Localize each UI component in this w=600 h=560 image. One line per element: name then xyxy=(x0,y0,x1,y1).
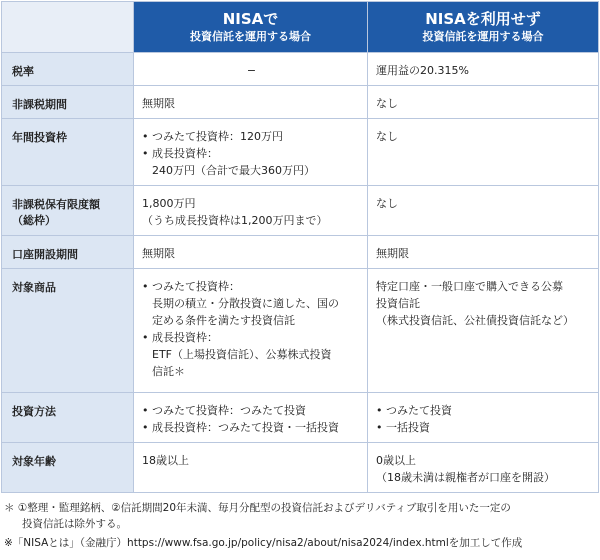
header-no-nisa-title: NISAを利用せず xyxy=(425,10,541,28)
list-item: • 一括投資 xyxy=(376,421,430,434)
list-item: • つみたて投資 xyxy=(376,404,452,417)
footnote-exclusion xyxy=(4,500,598,532)
list-item: • 成長投資枠：つみたて投資・一括投資 xyxy=(142,421,339,434)
list-item: • 成長投資枠： xyxy=(142,147,218,160)
list-item: • つみたて投資枠：120万円 xyxy=(142,130,283,143)
value-target-products-nisa xyxy=(134,269,368,393)
header-row xyxy=(2,2,599,53)
label-tax-rate: 税率 xyxy=(2,53,134,86)
footnote-source-text: ※「NISAとは」（金融庁）https://www.fsa.go.jp/policy/nisa2/about/nisa2024/index.htmlを加工して作成 xyxy=(4,537,523,549)
list-item-detail: 240万円（合計で最大360万円） xyxy=(152,164,315,177)
value-investment-method-nisa xyxy=(134,393,368,443)
header-nisa-subtitle: 投資信託を運用する場合 xyxy=(190,30,311,43)
value-annual-limit-nisa xyxy=(134,119,368,186)
row-target-age xyxy=(2,443,599,493)
target-age-note: （18歳未満は親権者が口座を開設） xyxy=(376,471,555,484)
row-annual-limit xyxy=(2,119,599,186)
value-tax-rate-nisa: − xyxy=(134,53,368,86)
label-holding-limit-sub: （総枠） xyxy=(12,214,56,227)
header-nisa-title: NISAで xyxy=(222,10,279,28)
value-target-age-no-nisa xyxy=(368,443,599,493)
list-item-detail: 長期の積立・分散投資に適した、国の xyxy=(152,297,339,310)
nisa-comparison-table xyxy=(1,1,599,493)
header-blank-cell xyxy=(2,2,134,53)
holding-limit-amount: 1,800万円 xyxy=(142,197,196,210)
list-item-detail: 信託＊ xyxy=(152,365,185,378)
value-holding-limit-no-nisa: なし xyxy=(368,186,599,236)
list-item-detail: 定める条件を満たす投資信託 xyxy=(152,314,295,327)
list-item-detail: ETF（上場投資信託）、公募株式投資 xyxy=(152,348,332,361)
products-line: 特定口座・一般口座で購入できる公募 xyxy=(376,280,563,293)
row-tax-free-period xyxy=(2,86,599,119)
footnote-source xyxy=(4,535,598,551)
label-target-products: 対象商品 xyxy=(2,269,134,393)
row-target-products xyxy=(2,269,599,393)
label-annual-limit: 年間投資枠 xyxy=(2,119,134,186)
value-target-products-no-nisa xyxy=(368,269,599,393)
header-no-nisa xyxy=(368,2,599,53)
label-account-period: 口座開設期間 xyxy=(2,236,134,269)
list-item: • 成長投資枠： xyxy=(142,331,218,344)
value-holding-limit-nisa xyxy=(134,186,368,236)
label-target-age: 対象年齢 xyxy=(2,443,134,493)
row-holding-limit xyxy=(2,186,599,236)
value-account-period-nisa: 無期限 xyxy=(134,236,368,269)
value-account-period-no-nisa: 無期限 xyxy=(368,236,599,269)
label-tax-free-period: 非課税期間 xyxy=(2,86,134,119)
value-target-age-nisa: 18歳以上 xyxy=(134,443,368,493)
products-line: 投資信託 xyxy=(376,297,420,310)
header-nisa xyxy=(134,2,368,53)
list-item: • つみたて投資枠：つみたて投資 xyxy=(142,404,306,417)
label-holding-limit-main: 非課税保有限度額 xyxy=(12,198,100,211)
row-account-period xyxy=(2,236,599,269)
products-line: （株式投資信託、公社債投資信託など） xyxy=(376,314,574,327)
label-holding-limit xyxy=(2,186,134,236)
row-investment-method xyxy=(2,393,599,443)
list-item: • つみたて投資枠： xyxy=(142,280,240,293)
row-tax-rate xyxy=(2,53,599,86)
holding-limit-note: （うち成長投資枠は1,200万円まで） xyxy=(142,214,328,227)
value-tax-free-period-no-nisa: なし xyxy=(368,86,599,119)
header-no-nisa-subtitle: 投資信託を運用する場合 xyxy=(422,30,544,43)
value-investment-method-no-nisa xyxy=(368,393,599,443)
label-investment-method: 投資方法 xyxy=(2,393,134,443)
target-age-value: 0歳以上 xyxy=(376,454,416,467)
footnote-exclusion-line1: ＊ ①整理・監理銘柄、②信託期間20年未満、毎月分配型の投資信託およびデリバティブ取引を用いた一定の xyxy=(4,502,511,514)
footnote-exclusion-line2: 投資信託は除外する。 xyxy=(22,518,127,530)
value-tax-rate-no-nisa: 運用益の20.315% xyxy=(368,53,599,86)
value-tax-free-period-nisa: 無期限 xyxy=(134,86,368,119)
value-annual-limit-no-nisa: なし xyxy=(368,119,599,186)
